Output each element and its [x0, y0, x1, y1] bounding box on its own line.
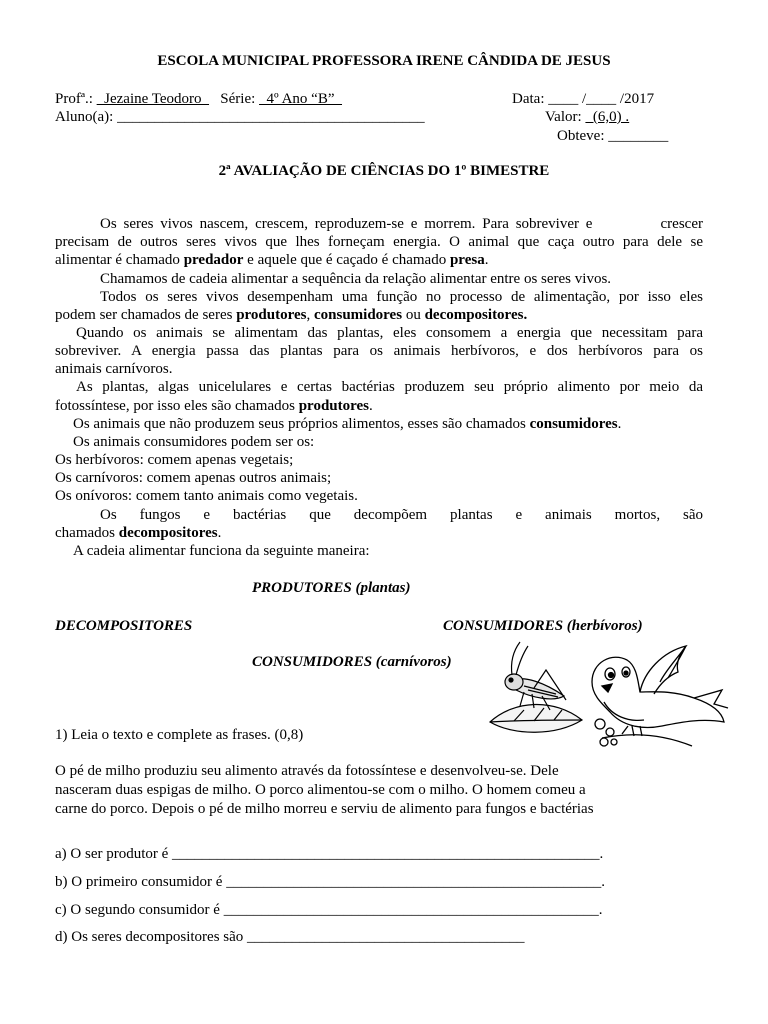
bird-icon: [582, 642, 732, 752]
text-line: sobreviver. A energia passa das plantas para os animais herbívoros, e dos herbívoros para os: [55, 343, 703, 359]
chain-carnivoros: CONSUMIDORES (carnívoros): [252, 654, 452, 670]
aluno-line: _________________________________________: [117, 109, 425, 125]
story-line: carne do porco. Depois o pé de milho morreu e serviu de alimento para fungos e bactérias: [55, 801, 594, 817]
prof-value: Jezaine Teodoro: [96, 91, 210, 107]
date-field: Data: ____ /____ /2017: [512, 91, 655, 107]
obteve-field: Obteve: ________: [557, 128, 669, 144]
text-line: Os herbívoros: comem apenas vegetais;: [55, 452, 294, 468]
serie-label: Série:: [220, 91, 256, 107]
chain-herbivoros: CONSUMIDORES (herbívoros): [443, 618, 643, 634]
text-line: alimentar é chamado predador e aquele que é caçado é chamado presa.: [55, 252, 489, 268]
text-line: Os seres vivos nascem, crescem, reproduzem-se e morrem. Para sobreviver e crescer: [100, 216, 703, 232]
text-line: podem ser chamados de seres produtores, consumidores ou decompositores.: [55, 307, 528, 323]
aluno-label: Aluno(a):: [55, 109, 114, 125]
grasshopper-icon: [484, 640, 586, 736]
text-line: Os fungos e bactérias que decompõem plantas e animais mortos, são: [100, 507, 703, 523]
text-line: As plantas, algas unicelulares e certas bactérias produzem seu próprio alimento por meio da: [76, 379, 703, 395]
exam-title: 2ª AVALIAÇÃO DE CIÊNCIAS DO 1º BIMESTRE: [218, 163, 550, 179]
school-name: ESCOLA MUNICIPAL PROFESSORA IRENE CÂNDIDA DE JESUS: [157, 53, 611, 69]
prof-label: Profª.:: [55, 91, 93, 107]
prof-row: [55, 90, 342, 108]
text-line: Os carnívoros: comem apenas outros animais;: [55, 470, 332, 486]
text-line: precisam de outros seres vivos que lhes forneçam energia. O animal que caça outro para dele se: [55, 234, 703, 250]
text-line: A cadeia alimentar funciona da seguinte maneira:: [73, 543, 370, 559]
answer-d-field[interactable]: d) Os seres decompositores são _____________________________________: [55, 929, 525, 945]
question-1-prompt: 1) Leia o texto e complete as frases. (0,8): [55, 727, 304, 743]
text-line: Os animais consumidores podem ser os:: [73, 434, 315, 450]
story-line: O pé de milho produziu seu alimento através da fotossíntese e desenvolveu-se. Dele: [55, 763, 559, 779]
text-line: chamados decompositores.: [55, 525, 222, 541]
answer-a-field[interactable]: a) O ser produtor é _________________________________________________________.: [55, 846, 604, 862]
answer-c-field[interactable]: c) O segundo consumidor é __________________________________________________.: [55, 902, 603, 918]
text-line: Todos os seres vivos desempenham uma função no processo de alimentação, por isso eles: [100, 289, 703, 305]
valor-row: [545, 108, 629, 126]
chain-produtores: PRODUTORES (plantas): [252, 580, 411, 596]
valor-label: Valor:: [545, 109, 582, 125]
chain-decompositores: DECOMPOSITORES: [55, 618, 193, 634]
story-line: nasceram duas espigas de milho. O porco alimentou-se com o milho. O homem comeu a: [55, 782, 586, 798]
text-line: Chamamos de cadeia alimentar a sequência da relação alimentar entre os seres vivos.: [100, 271, 612, 287]
text-line: Quando os animais se alimentam das plantas, eles consomem a energia que necessitam para: [76, 325, 703, 341]
answer-b-field[interactable]: b) O primeiro consumidor é __________________________________________________.: [55, 874, 605, 890]
text-line: Os animais que não produzem seus próprios alimentos, esses são chamados consumidores.: [73, 416, 622, 432]
text-line: fotossíntese, por isso eles são chamados produtores.: [55, 398, 373, 414]
serie-value: 4º Ano “B”: [259, 91, 343, 107]
valor-value: (6,0) .: [585, 109, 630, 125]
aluno-row: [55, 108, 425, 126]
text-line: animais carnívoros.: [55, 361, 173, 377]
text-line: Os onívoros: comem tanto animais como vegetais.: [55, 488, 358, 504]
